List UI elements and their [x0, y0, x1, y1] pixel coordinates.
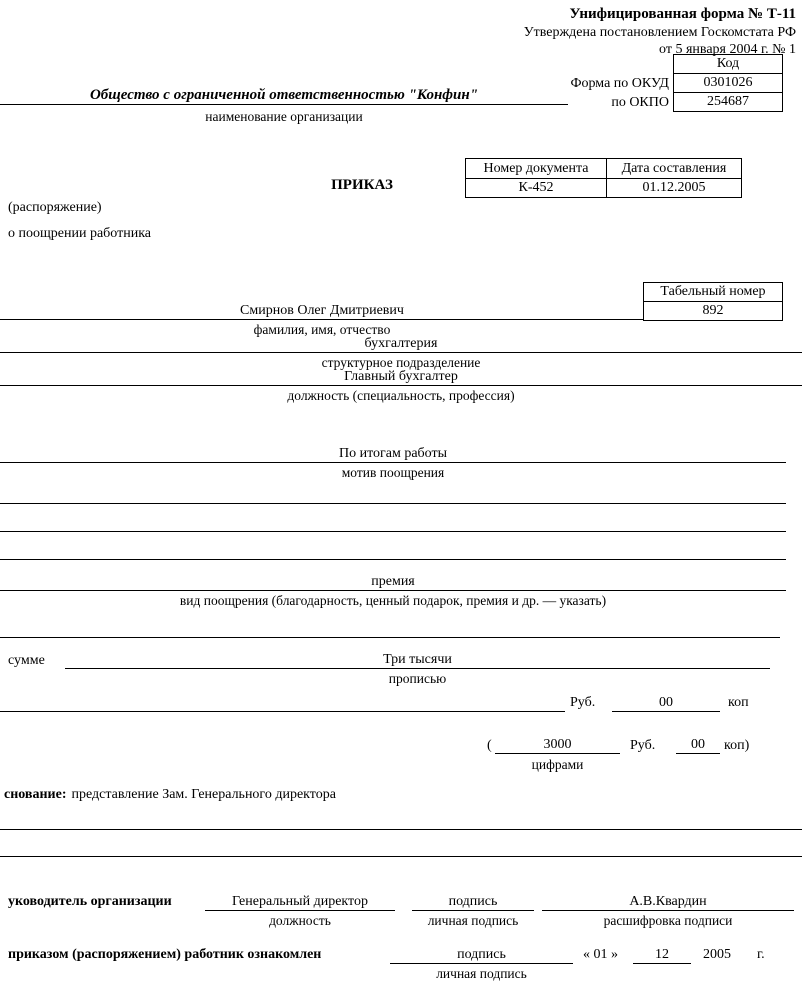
order-subtitle: (распоряжение)	[8, 200, 102, 215]
head-sign-field: подпись	[412, 893, 534, 911]
okpo-value-cell: 254687	[674, 93, 783, 112]
code-table	[673, 54, 783, 112]
acquainted-year: 2005	[703, 947, 731, 962]
organization-name-field: Общество с ограниченной ответственностью "Конфин"	[0, 87, 568, 105]
digits-open-paren: (	[487, 738, 492, 753]
okud-label: Форма по ОКУД	[570, 76, 669, 91]
personnel-number-table	[643, 282, 783, 321]
employee-position-caption: должность (специальность, профессия)	[287, 388, 515, 403]
sum-words-caption: прописью	[388, 671, 447, 686]
doc-date-header-cell: Дата составления	[607, 159, 742, 179]
head-sign-caption: личная подпись	[427, 913, 519, 928]
head-label: уководитель организации	[8, 894, 172, 909]
kopeks-field: 00	[612, 694, 720, 712]
blank-line	[0, 829, 802, 830]
incentive-kind-caption: вид поощрения (благодарность, ценный подарок, премия и др. — указать)	[179, 593, 607, 608]
doc-number-header-cell: Номер документа	[466, 159, 607, 179]
basis-value: представление Зам. Генерального директора	[71, 787, 336, 802]
acquainted-day: « 01 »	[583, 947, 618, 962]
digits-caption: цифрами	[531, 757, 584, 772]
blank-line	[0, 531, 786, 532]
basis-label: снование:	[4, 787, 67, 802]
employee-department-caption: структурное подразделение	[321, 355, 481, 370]
doc-date-value-cell: 01.12.2005	[607, 179, 742, 198]
organization-name-caption: наименование организации	[205, 109, 363, 124]
blank-line	[0, 503, 786, 504]
okpo-label: по ОКПО	[611, 95, 669, 110]
motive-caption: мотив поощрения	[341, 465, 445, 480]
head-position-caption: должность	[269, 913, 331, 928]
acquainted-label: приказом (распоряжением) работник ознакомлен	[8, 947, 322, 962]
digits-rub-label: Руб.	[630, 738, 656, 753]
head-name-caption: расшифровка подписи	[603, 913, 733, 928]
acquainted-sign-caption: личная подпись	[436, 966, 527, 981]
acquainted-month-field: 12	[633, 946, 691, 964]
blank-line	[0, 559, 786, 560]
blank-line	[0, 856, 802, 857]
doc-number-value-cell: К-452	[466, 179, 607, 198]
digits-kop-close-label: коп)	[724, 738, 750, 753]
form-title: Унифицированная форма № Т-11	[569, 6, 796, 22]
order-subject: о поощрении работника	[8, 226, 152, 241]
digits-rub-field: 3000	[495, 736, 620, 754]
approved-line-2: от 5 января 2004 г. № 1	[659, 42, 796, 57]
head-position-field: Генеральный директор	[205, 893, 395, 911]
order-title: ПРИКАЗ	[331, 177, 393, 193]
sum-line	[0, 711, 565, 712]
approved-line-1: Утверждена постановлением Госкомстата РФ	[523, 25, 796, 40]
motive-field: По итогам работы	[0, 445, 786, 463]
blank-line	[0, 637, 780, 638]
sum-words-field: Три тысячи	[65, 651, 770, 669]
personnel-number-header-cell: Табельный номер	[644, 283, 783, 302]
rub-label: Руб.	[570, 695, 596, 710]
kop-label: коп	[728, 695, 749, 710]
digits-kop-field: 00	[676, 736, 720, 754]
okud-value-cell: 0301026	[674, 74, 783, 93]
head-name-field: А.В.Квардин	[542, 893, 794, 911]
incentive-kind-field: премия	[0, 573, 786, 591]
employee-fio-field: Смирнов Олег Дмитриевич	[0, 302, 644, 320]
acquainted-year-suffix: г.	[757, 947, 765, 962]
basis-line	[4, 787, 336, 803]
employee-fio-caption: фамилия, имя, отчество	[253, 322, 391, 337]
personnel-number-value-cell: 892	[644, 302, 783, 321]
code-header-cell: Код	[674, 55, 783, 74]
acquainted-sign-field: подпись	[390, 946, 573, 964]
document-table	[465, 158, 742, 198]
sum-label: сумме	[8, 653, 45, 668]
employee-department-field: бухгалтерия	[0, 335, 802, 353]
employee-position-field: Главный бухгалтер	[0, 368, 802, 386]
